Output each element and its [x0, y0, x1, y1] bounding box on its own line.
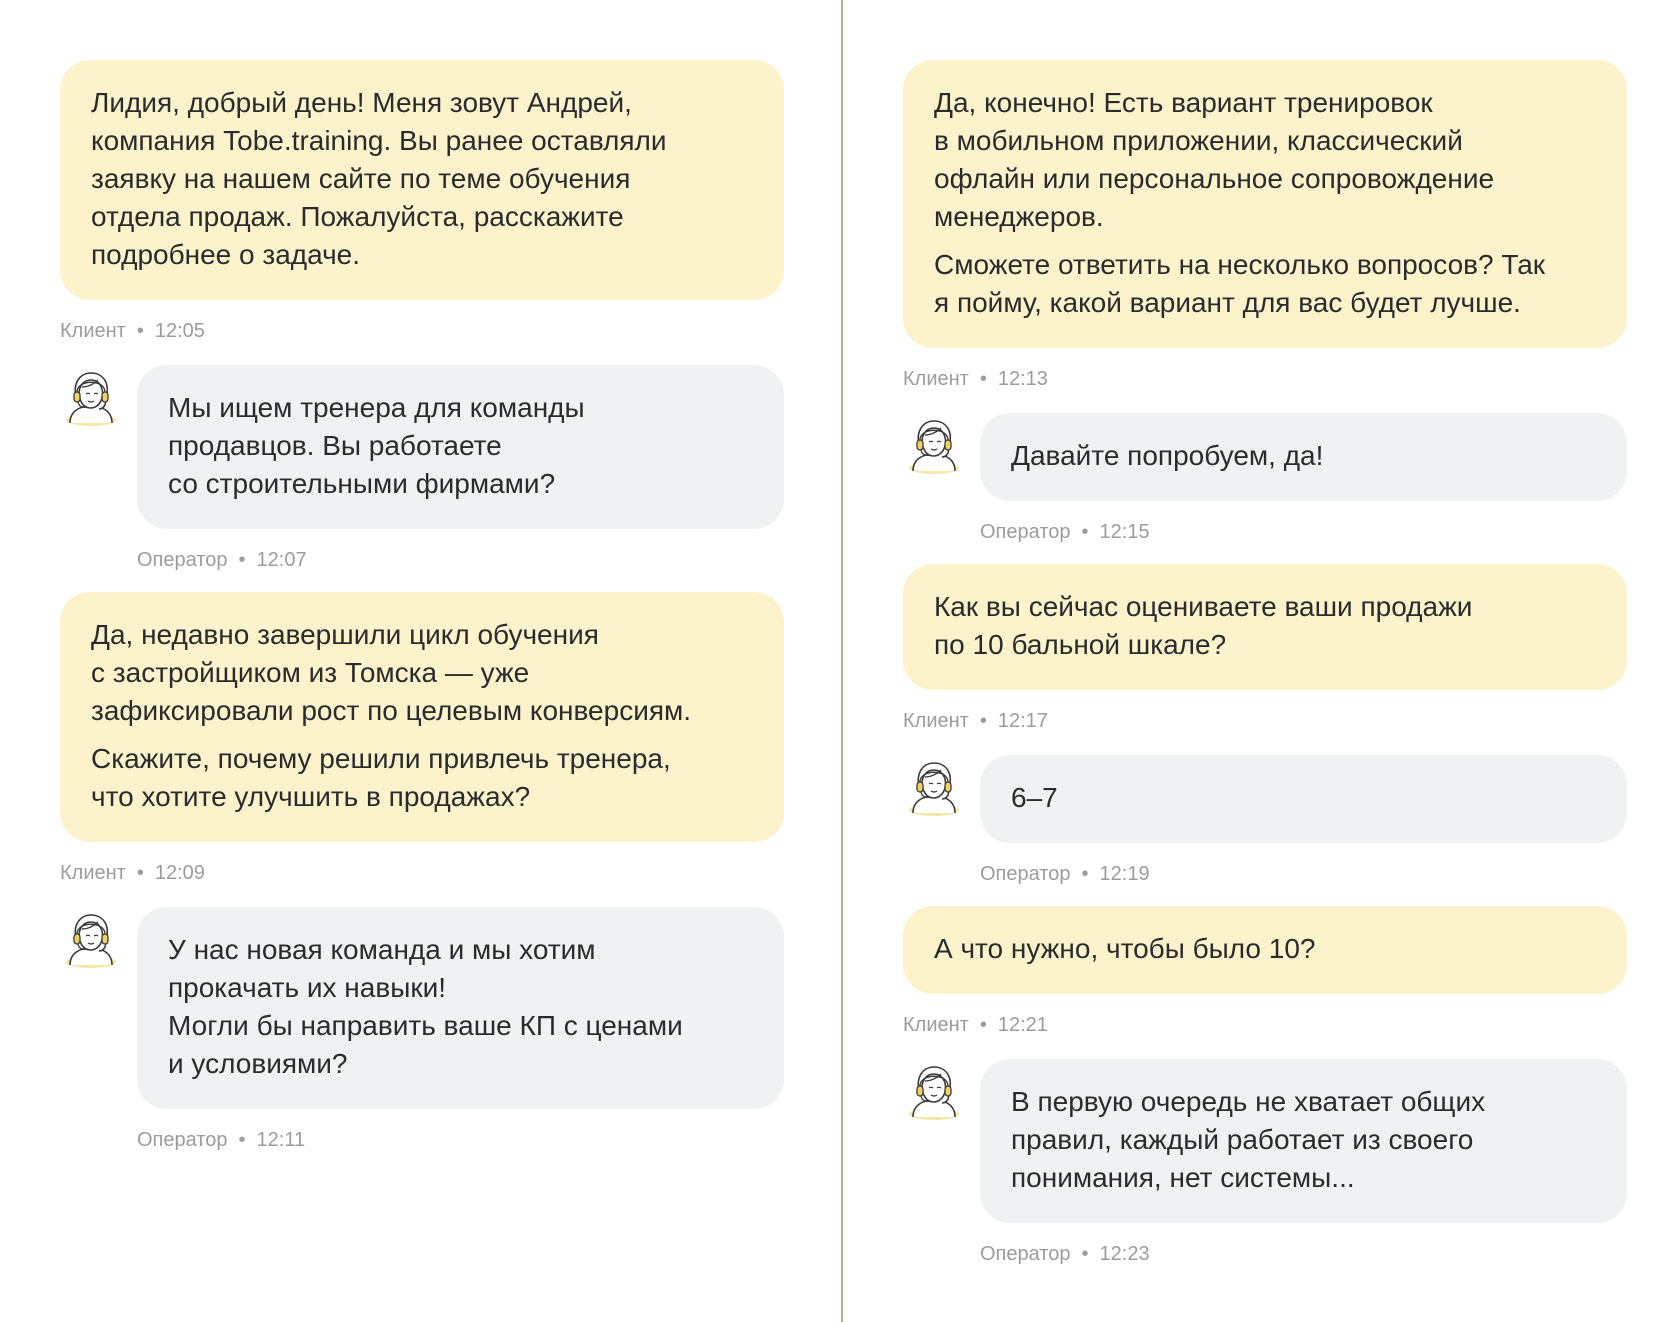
message-text: Как вы сейчас оцениваете ваши продажи по 10 бальной шкале?: [934, 591, 1473, 660]
meta-separator: •: [238, 1129, 246, 1151]
message-meta: [903, 1013, 1627, 1037]
message-meta: [60, 861, 784, 885]
message-meta: [980, 1242, 1627, 1266]
message-author: Клиент: [903, 710, 969, 732]
client-message: [903, 60, 1627, 391]
meta-separator: •: [979, 710, 987, 732]
message-author: Клиент: [903, 1014, 969, 1036]
message-meta: [980, 520, 1627, 544]
meta-separator: •: [136, 862, 144, 884]
operator-avatar-icon: [903, 413, 965, 475]
client-message: [60, 60, 784, 343]
message-text: Да, недавно завершили цикл обучения с застройщиком из Томска — уже зафиксировали рост по целевым конверсиям.: [91, 619, 692, 726]
message-time: 12:21: [997, 1014, 1048, 1036]
message-time: 12:07: [256, 549, 307, 571]
message-meta: [137, 548, 784, 572]
message-author: Клиент: [60, 862, 126, 884]
operator-message-bubble: [137, 365, 784, 529]
message-author: Оператор: [137, 1129, 228, 1151]
message-text: Лидия, добрый день! Меня зовут Андрей, компания Tobe.training. Вы ранее оставляли заявку на нашем сайте по теме обучения отдела продаж. Пожалуйста, расскажите подробнее о задаче.: [91, 87, 667, 270]
meta-separator: •: [1081, 1243, 1089, 1265]
message-text: У нас новая команда и мы хотим прокачать их навыки! Могли бы направить ваше КП с ценами и условиями?: [168, 934, 683, 1079]
message-author: Клиент: [60, 320, 126, 342]
meta-separator: •: [136, 320, 144, 342]
operator-message: [60, 907, 784, 1152]
operator-message-bubble: [980, 1059, 1627, 1223]
operator-message-bubble: [980, 755, 1627, 843]
message-text: Давайте попробуем, да!: [1011, 440, 1324, 471]
message-time: 12:19: [1099, 863, 1150, 885]
client-message-bubble: [903, 564, 1627, 690]
message-text: А что нужно, чтобы было 10?: [934, 933, 1316, 964]
message-text: Скажите, почему решили привлечь тренера, что хотите улучшить в продажах?: [91, 743, 671, 812]
message-author: Клиент: [903, 368, 969, 390]
operator-avatar-icon: [903, 1059, 965, 1121]
client-message-bubble: [60, 592, 784, 842]
message-meta: [903, 367, 1627, 391]
operator-avatar-icon: [60, 365, 122, 427]
client-message: [60, 592, 784, 885]
message-meta: [137, 1128, 784, 1152]
message-time: 12:05: [154, 320, 205, 342]
message-time: 12:23: [1099, 1243, 1150, 1265]
operator-avatar-icon: [60, 907, 122, 969]
operator-message: [903, 1059, 1627, 1266]
meta-separator: •: [979, 1014, 987, 1036]
operator-message: [903, 413, 1627, 544]
message-meta: [903, 709, 1627, 733]
message-text: В первую очередь не хватает общих правил, каждый работает из своего понимания, нет системы...: [1011, 1086, 1486, 1193]
client-message: [903, 906, 1627, 1037]
message-text: Да, конечно! Есть вариант тренировок в мобильном приложении, классический офлайн или персональное сопровождение менеджеров.: [934, 87, 1495, 232]
message-time: 12:09: [154, 862, 205, 884]
message-text: Сможете ответить на несколько вопросов? Так я пойму, какой вариант для вас будет лучше.: [934, 249, 1546, 318]
operator-message: [60, 365, 784, 572]
message-author: Оператор: [980, 1243, 1071, 1265]
client-message-bubble: [903, 60, 1627, 348]
meta-separator: •: [979, 368, 987, 390]
message-text: Мы ищем тренера для команды продавцов. Вы работаете со строительными фирмами?: [168, 392, 585, 499]
chat-column-right: [903, 0, 1627, 1266]
meta-separator: •: [238, 549, 246, 571]
operator-message-bubble: [980, 413, 1627, 501]
meta-separator: •: [1081, 863, 1089, 885]
operator-message: [903, 755, 1627, 886]
chat-column-left: [60, 0, 784, 1152]
client-message-bubble: [903, 906, 1627, 994]
operator-message-bubble: [137, 907, 784, 1109]
operator-message-body: [980, 413, 1627, 544]
message-time: 12:13: [997, 368, 1048, 390]
meta-separator: •: [1081, 521, 1089, 543]
message-meta: [980, 862, 1627, 886]
message-text: 6–7: [1011, 782, 1058, 813]
operator-message-body: [137, 365, 784, 572]
message-author: Оператор: [980, 863, 1071, 885]
message-meta: [60, 319, 784, 343]
client-message-bubble: [60, 60, 784, 300]
message-author: Оператор: [980, 521, 1071, 543]
operator-avatar-icon: [903, 755, 965, 817]
operator-message-body: [980, 1059, 1627, 1266]
operator-message-body: [137, 907, 784, 1152]
message-time: 12:15: [1099, 521, 1150, 543]
message-author: Оператор: [137, 549, 228, 571]
column-divider: [841, 0, 843, 1322]
message-time: 12:11: [256, 1129, 306, 1151]
message-time: 12:17: [997, 710, 1048, 732]
client-message: [903, 564, 1627, 733]
operator-message-body: [980, 755, 1627, 886]
